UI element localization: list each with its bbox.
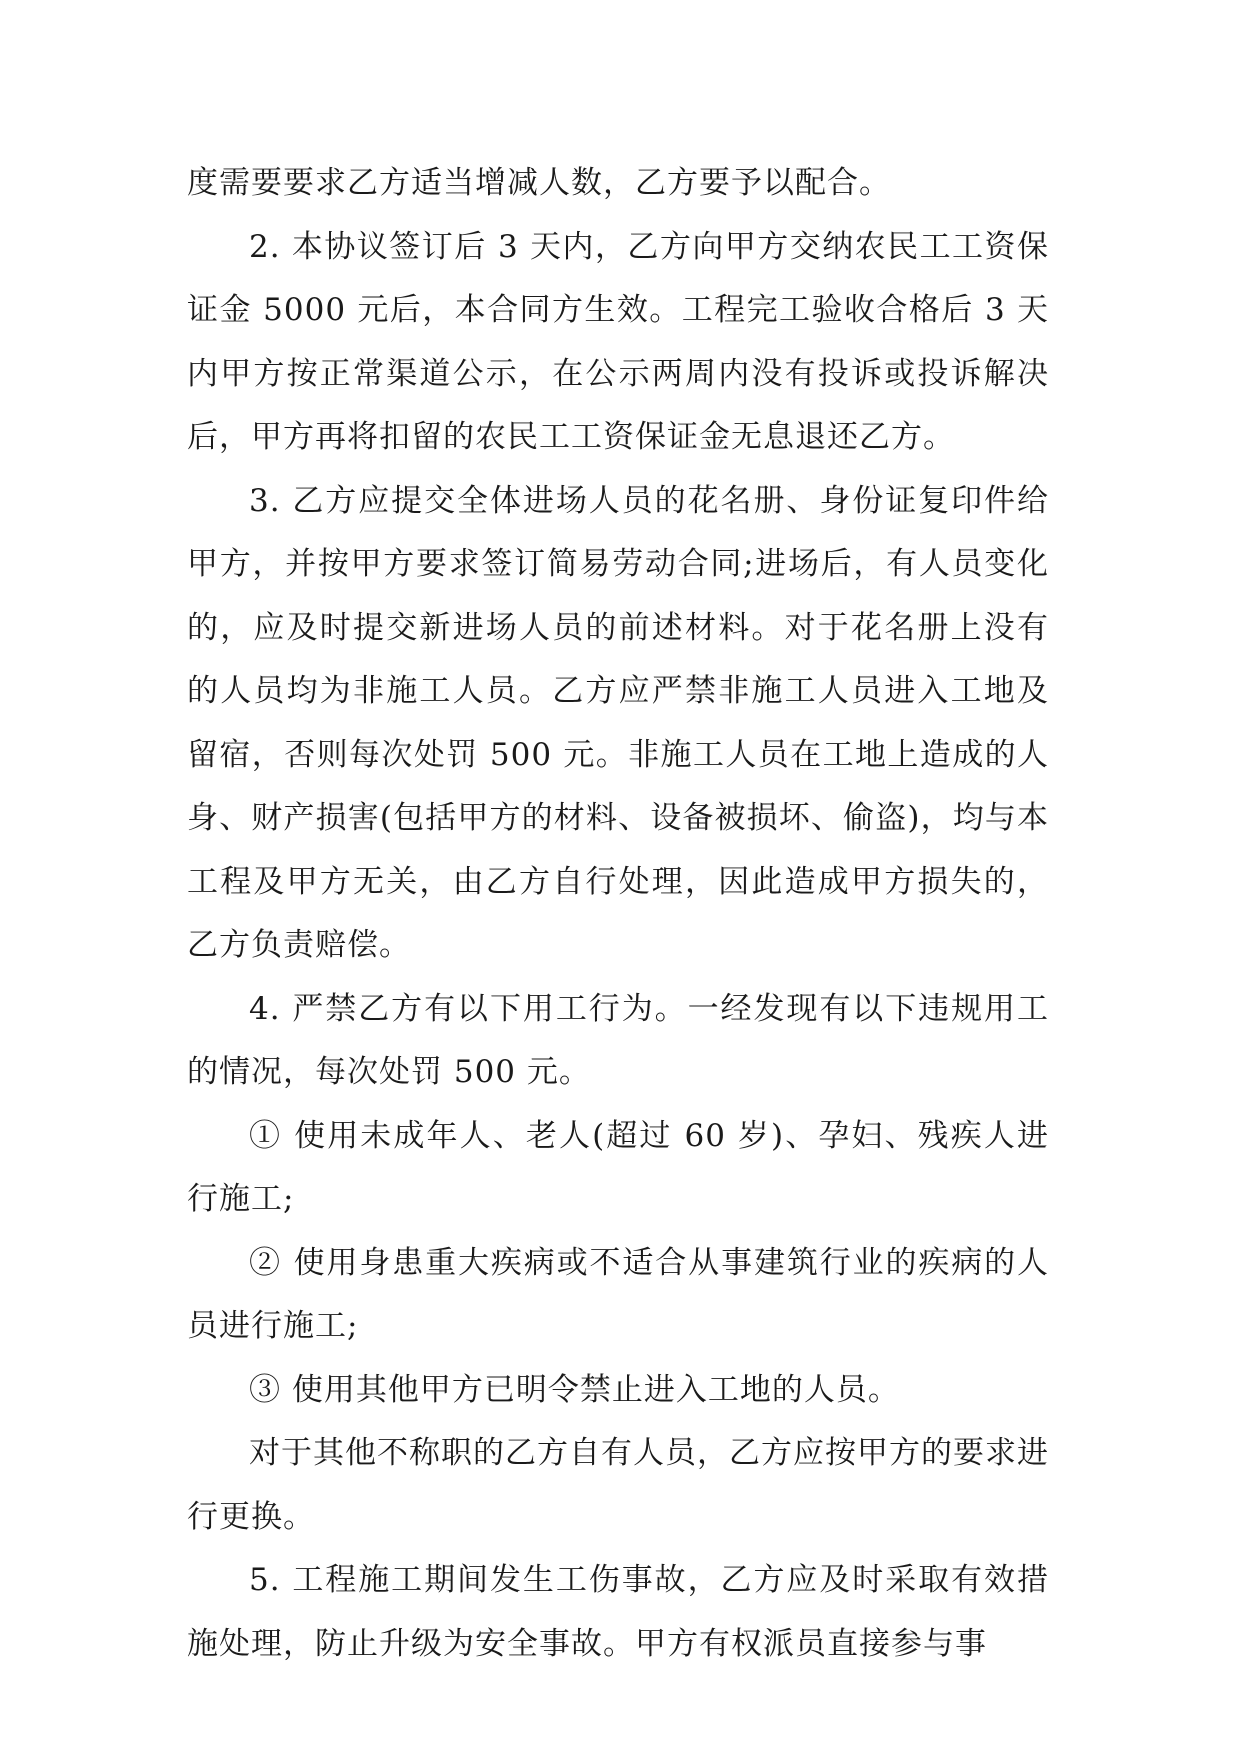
clause-2: 2. 本协议签订后 3 天内，乙方向甲方交纳农民工工资保证金 5000 元后，本合同方生效。工程完工验收合格后 3 天内甲方按正常渠道公示，在公示两周内没有投诉或投诉解决后，甲方再将扣留的农民工工资保证金无息退还乙方。	[187, 228, 1049, 455]
clause-3: 3. 乙方应提交全体进场人员的花名册、身份证复印件给甲方，并按甲方要求签订简易劳动合同;进场后，有人员变化的，应及时提交新进场人员的前述材料。对于花名册上没有的人员均为非施工人员。乙方应严禁非施工人员进入工地及留宿，否则每次处罚 500 元。非施工人员在工地上造成的人身、财产损害(包括甲方的材料、设备被损坏、偷盗)，均与本工程及甲方无关，由乙方自行处理，因此造成甲方损失的，乙方负责赔偿。	[187, 482, 1049, 963]
clause-4-item-2: ② 使用身患重大疾病或不适合从事建筑行业的疾病的人员进行施工;	[187, 1244, 1049, 1344]
paragraph-continuation: 度需要要求乙方适当增减人数，乙方要予以配合。	[187, 165, 891, 201]
clause-5: 5. 工程施工期间发生工伤事故，乙方应及时采取有效措施处理，防止升级为安全事故。甲方有权派员直接参与事	[187, 1562, 1049, 1662]
clause-4: 4. 严禁乙方有以下用工行为。一经发现有以下违规用工的情况，每次处罚 500 元。	[187, 990, 1049, 1090]
document-body	[187, 152, 1049, 1676]
clause-4-note: 对于其他不称职的乙方自有人员，乙方应按甲方的要求进行更换。	[187, 1435, 1049, 1535]
clause-4-item-3: ③ 使用其他甲方已明令禁止进入工地的人员。	[249, 1371, 900, 1408]
clause-4-item-1: ① 使用未成年人、老人(超过 60 岁)、孕妇、残疾人进行施工;	[187, 1117, 1049, 1217]
